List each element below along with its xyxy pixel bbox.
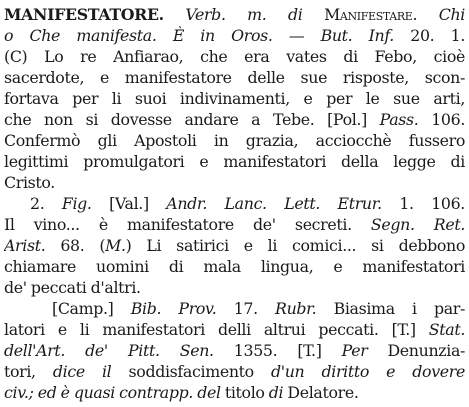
entry-text-segment: Confermò gli Apostoli in grazia, acciocchè fussero (4, 131, 465, 150)
entry-text-segment: 17. (216, 299, 276, 318)
entry-text-segment: 1355. [T.] (213, 341, 342, 360)
entry-text-segment: Stat. (428, 320, 465, 339)
entry-line (4, 214, 465, 236)
entry-text-segment: Biasima i par- (316, 299, 465, 318)
entry-line (4, 25, 465, 47)
entry-line (4, 277, 465, 299)
entry-text-segment: 68. ( (45, 236, 106, 255)
entry-line (4, 361, 465, 383)
entry-text-segment: Arist. (4, 236, 46, 255)
entry-text-segment: Segn. Ret. (370, 215, 465, 234)
entry-text-segment: Fig. (61, 194, 92, 213)
entry-text-segment: fortava per li suoi indivinamenti, e per le sue arti, (4, 89, 465, 108)
entry-text-segment: soddisfacimento (111, 362, 271, 381)
entry-text-segment: Il vino... è manifestatore de' secreti. (4, 215, 371, 234)
entry-text-segment: M. (105, 236, 126, 255)
entry-text-segment: Verb. m. di (185, 5, 325, 24)
entry-text-segment: di (268, 383, 284, 402)
entry-text-segment: Andr. Lanc. Lett. Etrur. (166, 194, 382, 213)
entry-line (4, 67, 465, 89)
entry-text-segment: de' peccati d'altri. (4, 278, 141, 297)
entry-line (30, 193, 465, 215)
entry-line (52, 298, 465, 320)
entry-text-segment: 2. (30, 194, 62, 213)
entry-text-segment: Denunzia- (367, 341, 465, 360)
entry-text-segment: Cristo. (4, 173, 55, 192)
entry-text-segment: Delatore. (283, 383, 359, 402)
entry-line (4, 256, 465, 278)
entry-line (4, 340, 465, 362)
entry-line (4, 151, 465, 173)
entry-text-segment: 106. (418, 110, 465, 129)
entry-text-segment: 1. 106. (381, 194, 465, 213)
entry-line (4, 46, 465, 68)
entry-text-segment: tori, (4, 362, 53, 381)
entry-text-segment: MANIFESTATORE. (4, 5, 164, 24)
entry-text-segment: [Camp.] (52, 299, 131, 318)
entry-line (4, 235, 465, 257)
entry-text-segment: Rubr. (275, 299, 317, 318)
entry-line (4, 130, 465, 152)
entry-text-segment: chiamare uomini di mala lingua, e manifestatori (4, 257, 465, 276)
entry-text-segment: che non si dovesse andare a Tebe. [Pol.] (4, 110, 380, 129)
entry-text-segment: Pass. (379, 110, 419, 129)
entry-line (4, 319, 465, 341)
entry-text-segment: legittimi promulgatori e manifestatori della legge di (4, 152, 465, 171)
entry-text-segment: . (412, 5, 439, 24)
entry-line (4, 109, 465, 131)
entry-line (4, 382, 465, 404)
entry-text-segment: latori e li manifestatori delli altrui peccati. [T.] (4, 320, 429, 339)
entry-text-segment: titolo (220, 383, 269, 402)
entry-text-segment (164, 5, 186, 24)
entry-text-segment: Per (341, 341, 368, 360)
entry-text-segment: Bib. Prov. (130, 299, 217, 318)
entry-text-segment: dice il (52, 362, 112, 381)
entry-text-segment: Chi (438, 5, 465, 24)
entry-line (4, 4, 465, 26)
entry-text-segment: ) Li satirici e li comici... si debbono (125, 236, 465, 255)
entry-text-segment: d'un diritto e dovere (270, 362, 465, 381)
entry-text-segment: o Che manifesta. È in Oros. — But. Inf. (4, 26, 394, 45)
entry-text-segment: 20. 1. (393, 26, 465, 45)
entry-line (4, 172, 465, 194)
dictionary-entry (4, 4, 465, 403)
entry-text-segment: civ.; ed è quasi contrapp. del (4, 383, 221, 402)
entry-text-segment: (C) Lo re Anfiarao, che era vates di Febo, cioè (4, 47, 465, 66)
entry-text-segment: Manifestare (324, 5, 413, 24)
entry-text-segment: dell'Art. de' Pitt. Sen. (4, 341, 214, 360)
entry-line (4, 88, 465, 110)
entry-text-segment: [Val.] (91, 194, 167, 213)
entry-text-segment: sacerdote, e manifestatore delle sue risposte, scon- (4, 68, 465, 87)
